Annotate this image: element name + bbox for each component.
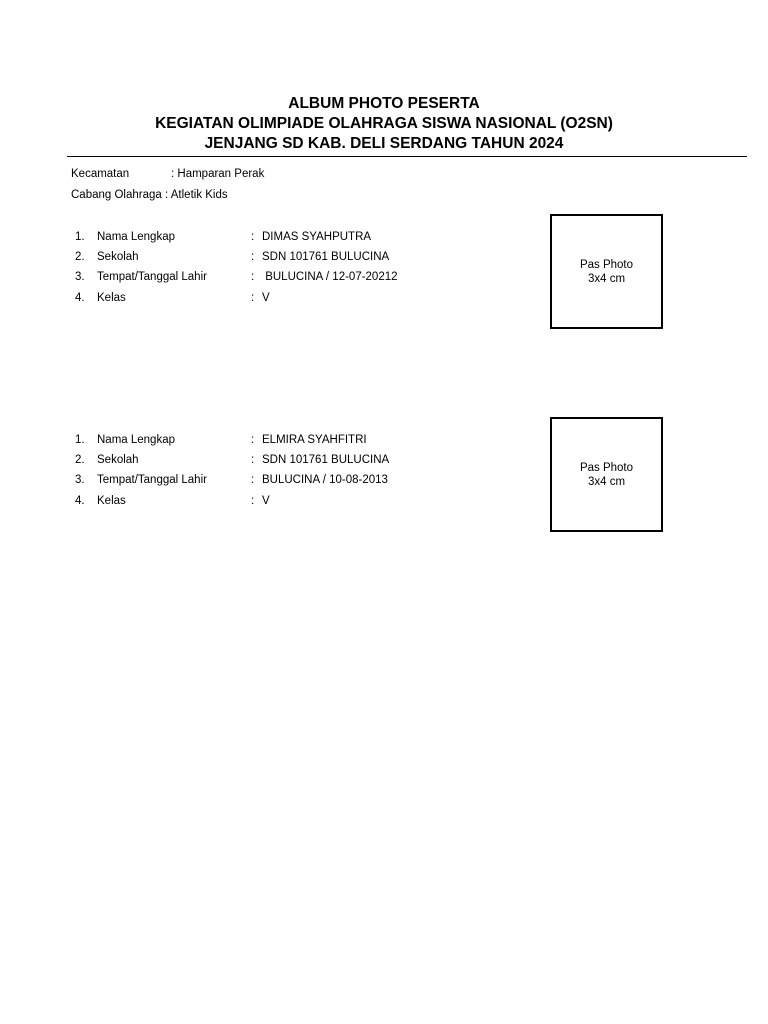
photo-placeholder [550,417,663,532]
field-tempat-tanggal-lahir [0,269,520,285]
field-colon: : [251,434,255,446]
photo-size: 3x4 cm [587,475,626,488]
field-value: BULUCINA / 10-08-2013 [262,474,388,486]
cabang-olahraga-label: Cabang Olahraga [71,189,162,201]
field-value: DIMAS SYAHPUTRA [262,231,372,243]
field-value: V [262,292,270,304]
field-label: Tempat/Tanggal Lahir [97,271,207,283]
field-number: 4. [75,292,85,304]
field-tempat-tanggal-lahir [0,472,520,488]
document-title [0,94,768,154]
field-number: 3. [75,271,85,283]
title-line-2: KEGIATAN OLIMPIADE OLAHRAGA SISWA NASIONAL (O2SN) [155,115,613,132]
photo-label: Pas Photo [579,461,634,474]
participant-card [0,417,768,537]
field-kelas [0,493,520,509]
field-kelas [0,290,520,306]
kecamatan-row [71,167,264,181]
field-colon: : [251,474,255,486]
field-colon: : [251,454,255,466]
kecamatan-value: : Hamparan Perak [171,168,265,180]
field-label: Kelas [97,292,126,304]
field-label: Kelas [97,495,126,507]
field-number: 3. [75,474,85,486]
field-sekolah [0,249,520,265]
field-value: BULUCINA / 12-07-20212 [262,271,398,283]
field-value: SDN 101761 BULUCINA [262,251,390,263]
photo-placeholder [550,214,663,329]
title-line-1: ALBUM PHOTO PESERTA [288,95,480,112]
photo-size: 3x4 cm [587,272,626,285]
field-nama-lengkap [0,432,520,448]
field-number: 1. [75,434,85,446]
field-number: 2. [75,454,85,466]
field-label: Nama Lengkap [97,434,175,446]
field-number: 2. [75,251,85,263]
title-line-3: JENJANG SD KAB. DELI SERDANG TAHUN 2024 [204,135,564,152]
field-value: SDN 101761 BULUCINA [262,454,390,466]
field-value: V [262,495,270,507]
participant-card [0,214,768,334]
header-divider [67,156,747,157]
kecamatan-label: Kecamatan [71,168,130,180]
field-label: Sekolah [97,251,139,263]
cabang-olahraga-value: : Atletik Kids [161,189,228,201]
field-colon: : [251,231,255,243]
field-colon: : [251,292,255,304]
field-sekolah [0,452,520,468]
field-value: ELMIRA SYAHFITRI [262,434,367,446]
field-colon: : [251,271,255,283]
cabang-olahraga-row [71,188,228,202]
photo-label: Pas Photo [579,258,634,271]
field-label: Sekolah [97,454,139,466]
field-colon: : [251,495,255,507]
field-number: 4. [75,495,85,507]
field-colon: : [251,251,255,263]
field-number: 1. [75,231,85,243]
field-label: Nama Lengkap [97,231,175,243]
field-label: Tempat/Tanggal Lahir [97,474,207,486]
field-nama-lengkap [0,229,520,245]
